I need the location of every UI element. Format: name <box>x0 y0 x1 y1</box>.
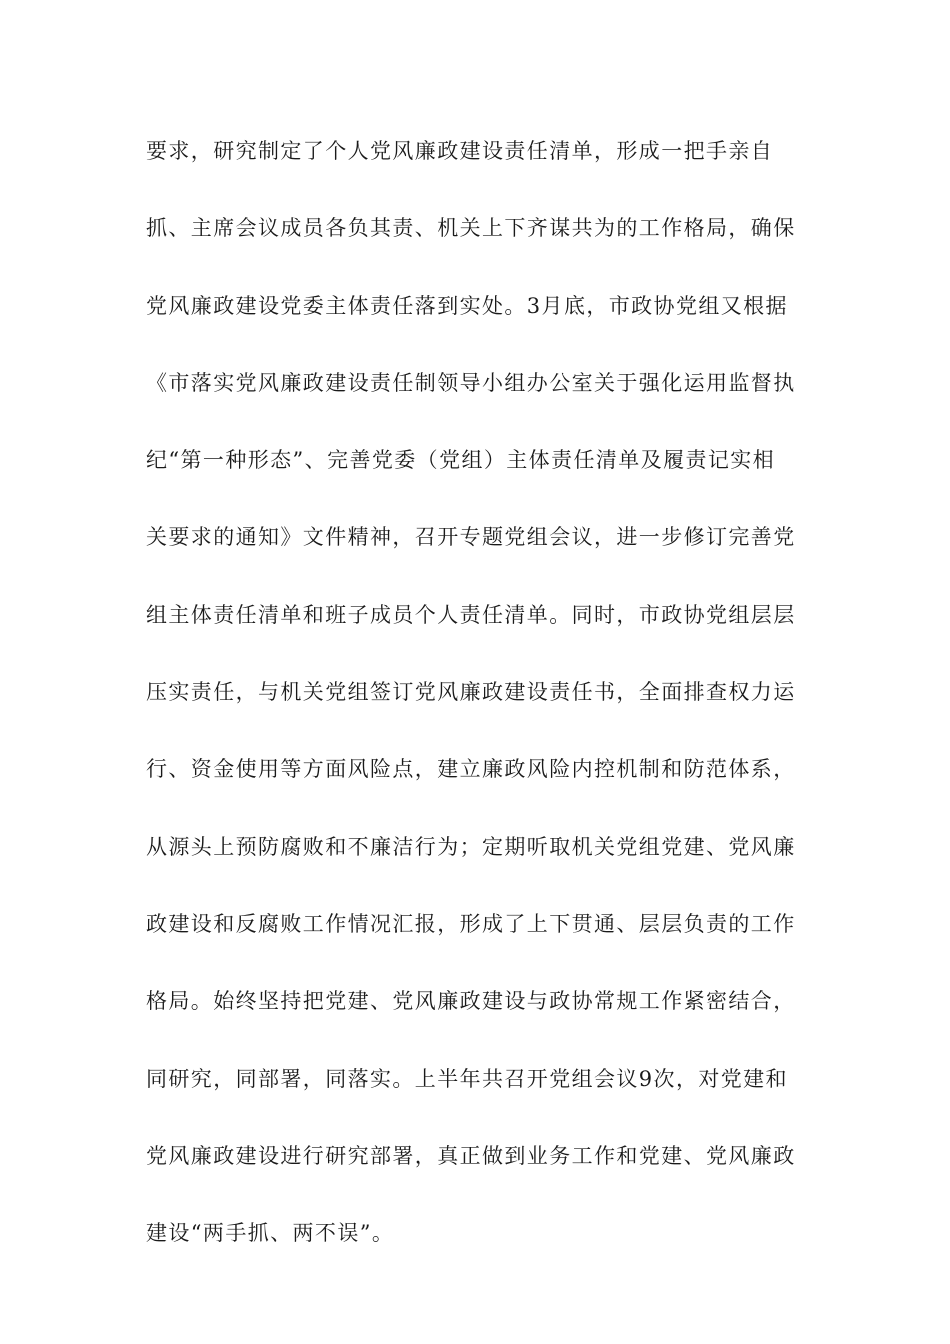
text-line: 行、资金使用等方面风险点，建立廉政风险内控机制和防范体系， <box>146 757 796 782</box>
text-line: 抓、主席会议成员各负其责、机关上下齐谋共为的工作格局，确保 <box>146 216 796 241</box>
text-line: 纪“第一种形态”、完善党委（党组）主体责任清单及履责记实相 <box>146 448 776 473</box>
text-line: 要求，研究制定了个人党风廉政建设责任清单，形成一把手亲自 <box>146 139 774 163</box>
text-line: 党风廉政建设进行研究部署，真正做到业务工作和党建、党风廉政 <box>146 1143 796 1168</box>
text-line: 《市落实党风廉政建设责任制领导小组办公室关于强化运用监督执 <box>146 370 796 395</box>
text-line: 格局。始终坚持把党建、党风廉政建设与政协常规工作紧密结合， <box>146 989 796 1014</box>
text-line: 同研究，同部署，同落实。上半年共召开党组会议9次，对党建和 <box>146 1066 788 1091</box>
text-line: 党风廉政建设党委主体责任落到实处。3月底，市政协党组又根据 <box>146 293 788 318</box>
body-paragraph <box>146 133 806 1292</box>
text-line: 组主体责任清单和班子成员个人责任清单。同时，市政协党组层层 <box>146 602 796 627</box>
text-line: 压实责任，与机关党组签订党风廉政建设责任书，全面排查权力运 <box>146 680 796 705</box>
text-line: 关要求的通知》文件精神，召开专题党组会议，进一步修订完善党 <box>146 525 796 550</box>
text-line: 建设“两手抓、两不误”。 <box>146 1221 395 1246</box>
text-line: 政建设和反腐败工作情况汇报，形成了上下贯通、层层负责的工作 <box>146 911 796 936</box>
text-line: 从源头上预防腐败和不廉洁行为；定期听取机关党组党建、党风廉 <box>146 834 796 859</box>
